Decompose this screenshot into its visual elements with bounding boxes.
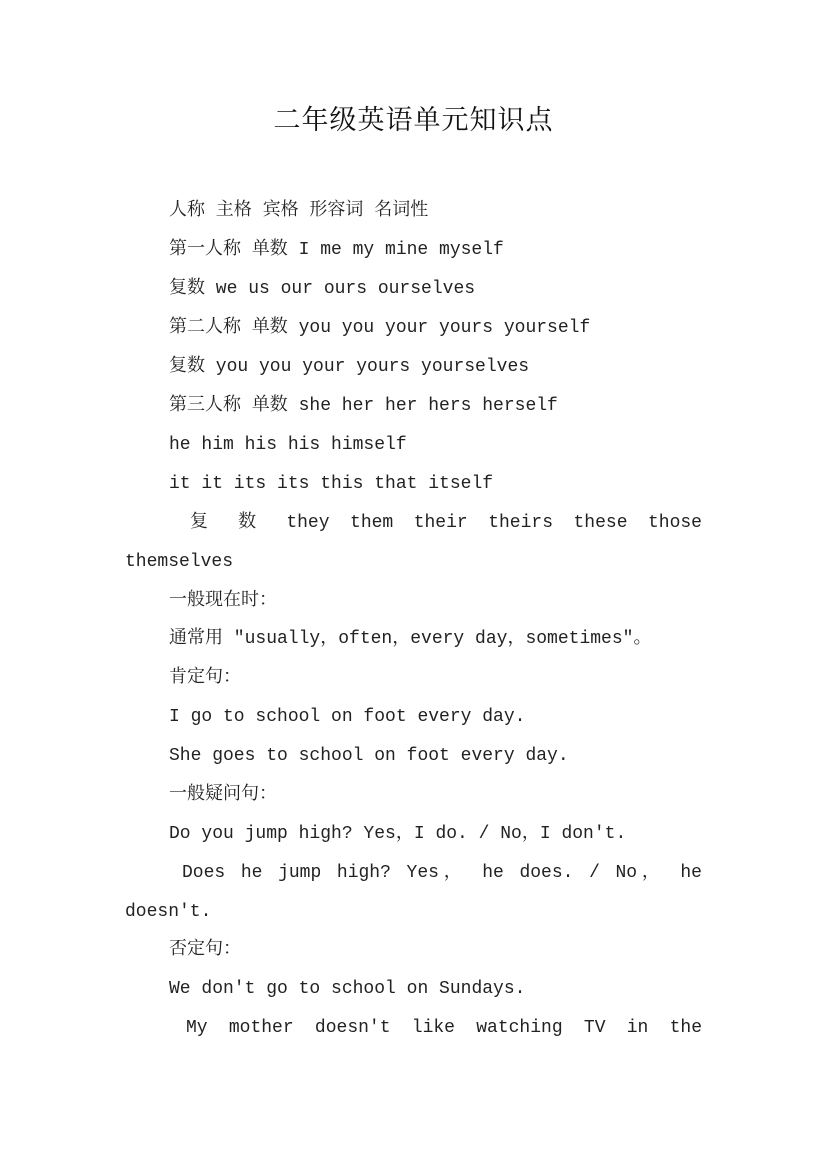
third-person-singular-he-line: he him his his himself [169, 435, 407, 455]
first-person-singular-line: 第一人称 单数 I me my mine myself [169, 240, 504, 260]
third-person-singular-it-line: it it its its this that itself [169, 474, 494, 494]
third-person-plural-continuation: themselves [125, 552, 234, 572]
question-example-2: Does he jump high? Yes， he does. / No， he [182, 863, 702, 883]
question-example-1: Do you jump high? Yes，I do. / No，I don't. [169, 824, 627, 844]
negative-example-2: My mother doesn't like watching TV in the [186, 1018, 702, 1038]
first-person-plural-line: 复数 we us our ours ourselves [169, 279, 476, 299]
pronoun-header-line: 人称 主格 宾格 形容词 名词性 [169, 201, 429, 221]
question-example-2-continuation: doesn't. [125, 902, 212, 922]
second-person-singular-line: 第二人称 单数 you you your yours yourself [169, 318, 591, 338]
affirmative-example-2: She goes to school on foot every day. [169, 746, 569, 766]
time-words-line: 通常用 "usually，often，every day，sometimes"。 [169, 629, 652, 649]
third-person-singular-she-line: 第三人称 单数 she her her hers herself [169, 396, 558, 416]
negative-example-1: We don't go to school on Sundays. [169, 979, 526, 999]
question-heading: 一般疑问句： [169, 785, 277, 805]
affirmative-example-1: I go to school on foot every day. [169, 707, 526, 727]
second-person-plural-line: 复数 you you your yours yourselves [169, 357, 530, 377]
third-person-plural-line: 复 数 they them their theirs these those [190, 513, 702, 533]
affirmative-heading: 肯定句： [169, 668, 241, 688]
negative-heading: 否定句： [169, 940, 241, 960]
document-title: 二年级英语单元知识点 [273, 105, 554, 136]
simple-present-heading: 一般现在时： [169, 591, 277, 611]
